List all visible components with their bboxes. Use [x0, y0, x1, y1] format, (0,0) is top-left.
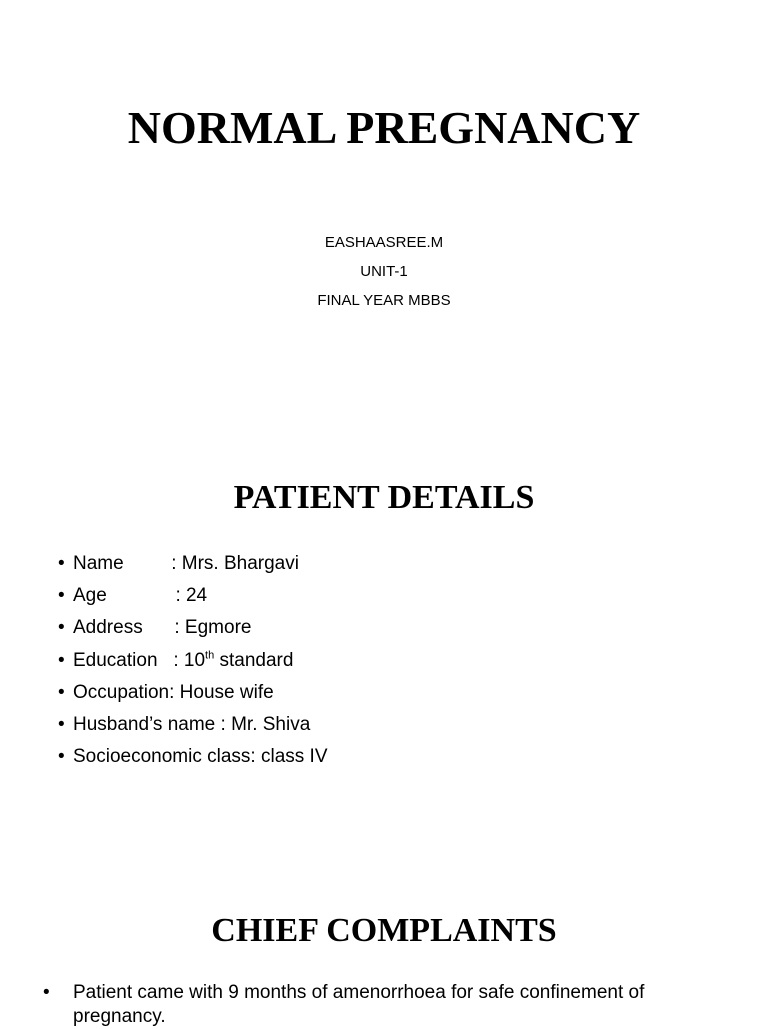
detail-label: Age: [73, 585, 176, 607]
detail-value: : 24: [175, 585, 208, 607]
subtitle-block: [0, 228, 768, 315]
list-item: [58, 709, 328, 741]
detail-value: : Mrs. Bhargavi: [171, 553, 299, 574]
list-item: [58, 677, 328, 709]
detail-label: Husband’s name: [73, 714, 221, 736]
unit-label: UNIT-1: [360, 263, 408, 280]
detail-value: : Egmore: [174, 617, 252, 639]
patient-details-list: [58, 548, 328, 773]
detail-label: Education: [73, 649, 174, 671]
detail-label: Socioeconomic class: [73, 746, 251, 768]
detail-value: : Mr. Shiva: [220, 714, 311, 736]
detail-label: Name: [73, 553, 172, 574]
list-item: [58, 548, 328, 580]
title-slide: [0, 0, 768, 380]
detail-label: Occupation: [73, 681, 170, 703]
patient-details-slide: [0, 470, 768, 810]
bullet-icon: •: [58, 681, 65, 703]
list-item: [43, 981, 718, 1029]
detail-label: Address: [73, 617, 175, 639]
list-item: [58, 612, 328, 644]
detail-value: : House wife: [169, 681, 274, 703]
chief-complaints-list: [43, 981, 718, 1029]
chief-complaints-heading: CHIEF COMPLAINTS: [211, 912, 557, 949]
detail-value: : class IV: [250, 746, 328, 768]
year-label: FINAL YEAR MBBS: [317, 292, 451, 309]
bullet-icon: •: [58, 714, 65, 736]
bullet-icon: •: [58, 649, 65, 671]
list-item: [58, 645, 328, 677]
detail-value: : 10: [173, 649, 206, 671]
list-item: [58, 741, 328, 773]
chief-complaints-slide: [0, 905, 768, 1027]
complaint-text: Patient came with 9 months of amenorrhoea for safe confinement of pregnancy.: [73, 982, 645, 1027]
document-title: NORMAL PREGNANCY: [127, 102, 641, 153]
bullet-icon: •: [58, 553, 65, 574]
list-item: [58, 580, 328, 612]
bullet-icon: •: [43, 982, 50, 1003]
author-name: EASHAASREE.M: [324, 234, 444, 251]
ordinal-suffix: th: [205, 649, 215, 662]
detail-value-tail: standard: [214, 649, 294, 671]
bullet-icon: •: [58, 746, 65, 768]
bullet-icon: •: [58, 585, 65, 607]
bullet-icon: •: [58, 617, 65, 639]
patient-details-heading: PATIENT DETAILS: [233, 479, 535, 516]
